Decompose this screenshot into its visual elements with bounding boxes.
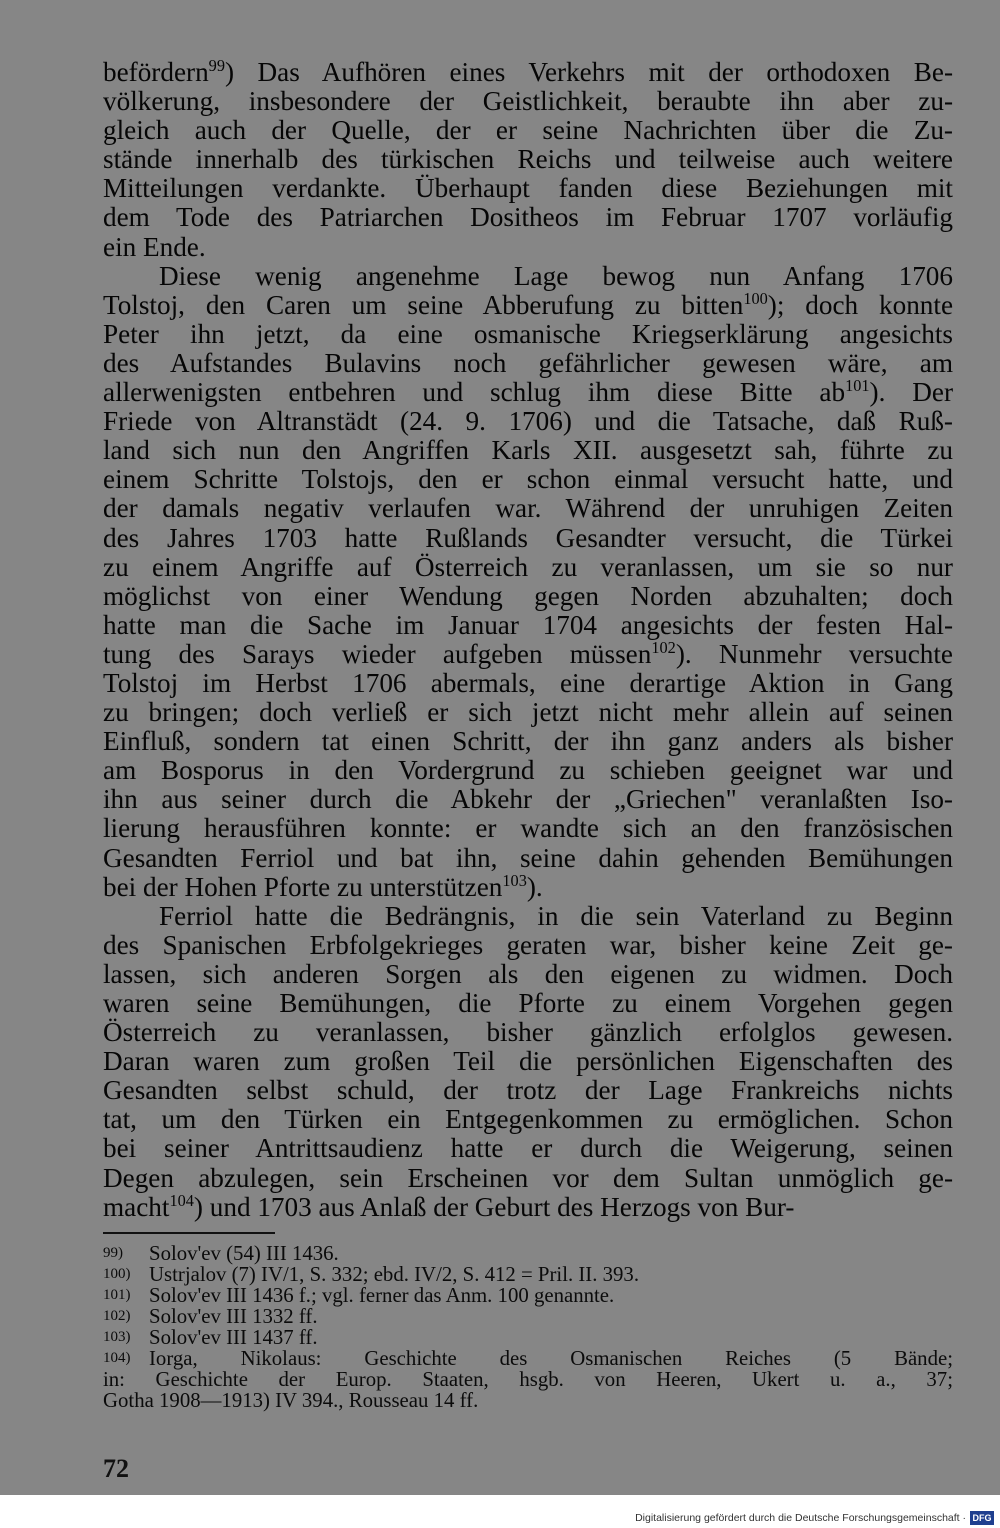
text-line: ihn aus seiner durch die Abkehr der „Griechen" veranlaßten Iso-: [103, 784, 953, 815]
footnote: [103, 1327, 953, 1348]
footnote-separator: [103, 1232, 275, 1234]
text-line: land sich nun den Angriffen Karls XII. ausgesetzt sah, führte zu: [103, 435, 953, 466]
digitization-credit: [635, 1510, 994, 1526]
footnote: [103, 1243, 953, 1264]
footnote-text: Solov'ev (54) III 1436.: [149, 1242, 339, 1265]
footnote: [103, 1348, 953, 1369]
footnote-text: Iorga, Nikolaus: Geschichte des Osmanischen Reiches (5 Bände;: [149, 1347, 953, 1370]
footnote-number: 104): [103, 1350, 131, 1366]
footnote-number: 101): [103, 1287, 131, 1303]
footnote-marker: 100: [743, 288, 768, 308]
footnote-marker: 99: [208, 55, 225, 75]
text-line: waren seine Bemühungen, die Pforte zu einem Vorgehen gegen: [103, 988, 953, 1018]
text-line: Tolstoj, den Caren um seine Abberufung zu bitten$^{100}$); doch konnte: [103, 288, 954, 320]
text-line: befördern$^{99}$) Das Aufhören eines Verkehrs mit der orthodoxen Be-: [103, 55, 953, 87]
text-line: der damals negativ verlaufen war. Während der unruhigen Zeiten: [103, 493, 953, 524]
text-line: Friede von Altranstädt (24. 9. 1706) und die Tatsache, daß Ruß-: [103, 406, 953, 437]
text-line: möglichst von einer Wendung gegen Norden abzuhalten; doch: [103, 580, 953, 611]
text-line: einem Schritte Tolstojs, den er schon einmal versucht hatte, und: [103, 464, 953, 495]
text-line: Peter ihn jetzt, da eine osmanische Kriegserklärung angesichts: [103, 318, 953, 349]
text-line: des Spanischen Erbfolgekrieges geraten war, bisher keine Zeit ge-: [103, 929, 953, 960]
footnote-text: Gotha 1908—1913) IV 394., Rousseau 14 ff.: [103, 1389, 479, 1412]
text-line: bei seiner Antrittsaudienz hatte er durch die Weigerung, seinen: [103, 1133, 953, 1164]
text-line: tat, um den Türken ein Entgegenkommen zu ermöglichen. Schon: [103, 1104, 953, 1135]
text-line: Tolstoj im Herbst 1706 abermals, eine derartige Aktion in Gang: [103, 667, 953, 698]
footnote-text: in: Geschichte der Europ. Staaten, hsgb. von Heeren, Ukert u. a., 37;: [103, 1368, 953, 1391]
text-line: hatte man die Sache im Januar 1704 angesichts der festen Hal-: [103, 609, 953, 640]
footnote-number: 100): [103, 1266, 131, 1282]
body-text: [103, 55, 954, 1222]
text-line: am Bosporus in den Vordergrund zu schieben geeignet war und: [103, 755, 953, 786]
dfg-logo: DFG: [970, 1511, 994, 1525]
text-line: des Aufstandes Bulavins noch gefährlicher gewesen wäre, am: [103, 347, 953, 378]
text-line: macht$^{104}$) und 1703 aus Anlaß der Geburt des Herzogs von Bur-: [103, 1190, 795, 1222]
text-line: bei der Hohen Pforte zu unterstützen$^{103}$).: [103, 870, 543, 902]
footnote: [103, 1285, 953, 1306]
text-line: ein Ende.: [103, 231, 206, 262]
text-line: Diese wenig angenehme Lage bewog nun Anfang 1706: [159, 260, 953, 291]
text-line: lierung herausführen konnte: er wandte sich an den französischen: [103, 813, 953, 844]
footnote-marker: 102: [651, 637, 676, 657]
text-line: Österreich zu veranlassen, bisher gänzlich erfolglos gewesen.: [103, 1017, 953, 1048]
footnote: [103, 1390, 953, 1411]
footnote-number: 103): [103, 1329, 131, 1345]
footnote: [103, 1306, 953, 1327]
text-line: Gesandten Ferriol und bat ihn, seine dahin gehenden Bemühungen: [103, 842, 953, 873]
text-line: stände innerhalb des türkischen Reichs und teilweise auch weitere: [103, 144, 953, 175]
text-line: zu bringen; doch verließ er sich jetzt nicht mehr allein auf seinen: [103, 697, 953, 728]
footnote-marker: 104: [169, 1190, 194, 1210]
text-line: dem Tode des Patriarchen Dositheos im Februar 1707 vorläufig: [103, 202, 953, 233]
footnote-marker: 103: [502, 870, 527, 890]
footnote: [103, 1264, 953, 1285]
text-line: Daran waren zum großen Teil die persönlichen Eigenschaften des: [103, 1046, 953, 1077]
footnote-number: 99): [103, 1245, 123, 1261]
page-number: 72: [103, 1454, 129, 1483]
footnote-text: Solov'ev III 1436 f.; vgl. ferner das Anm. 100 genannte.: [149, 1284, 615, 1307]
text-line: Ferriol hatte die Bedrängnis, in die sein Vaterland zu Beginn: [159, 900, 953, 931]
text-line: zu einem Angriffe auf Österreich zu veranlassen, um sie so nur: [103, 551, 953, 582]
text-line: völkerung, insbesondere der Geistlichkeit, beraubte ihn aber zu-: [103, 86, 953, 117]
footnotes: [103, 1243, 953, 1411]
footnote: [103, 1369, 953, 1390]
credit-text: Digitalisierung gefördert durch die Deutsche Forschungsgemeinschaft ·: [635, 1512, 966, 1524]
text-line: Einfluß, sondern tat einen Schritt, der ihn ganz anders als bisher: [103, 726, 953, 757]
footnote-marker: 101: [845, 375, 870, 395]
text-line: allerwenigsten entbehren und schlug ihm diese Bitte $ab^{101}$). Der: [103, 375, 953, 408]
footnote-text: Solov'ev III 1437 ff.: [149, 1326, 318, 1349]
footnote-text: Solov'ev III 1332 ff.: [149, 1305, 318, 1328]
text-line: gleich auch der Quelle, der er seine Nachrichten über die Zu-: [103, 115, 953, 146]
text-line: des Jahres 1703 hatte Rußlands Gesandter versucht, die Türkei: [103, 522, 953, 553]
text-line: Degen abzulegen, sein Erscheinen vor dem Sultan unmöglich ge-: [103, 1162, 953, 1193]
footnote-number: 102): [103, 1308, 131, 1324]
text-line: Gesandten selbst schuld, der trotz der Lage Frankreichs nichts: [103, 1075, 953, 1106]
text-line: Mitteilungen verdankte. Überhaupt fanden diese Beziehungen mit: [103, 173, 953, 204]
footnote-text: Ustrjalov (7) IV/1, S. 332; ebd. IV/2, S. 412 = Pril. II. 393.: [149, 1263, 640, 1286]
text-line: lassen, sich anderen Sorgen als den eigenen zu widmen. Doch: [103, 958, 953, 989]
text-line: tung des Sarays wieder aufgeben müssen$^{102}$). Nunmehr versuchte: [103, 637, 953, 669]
